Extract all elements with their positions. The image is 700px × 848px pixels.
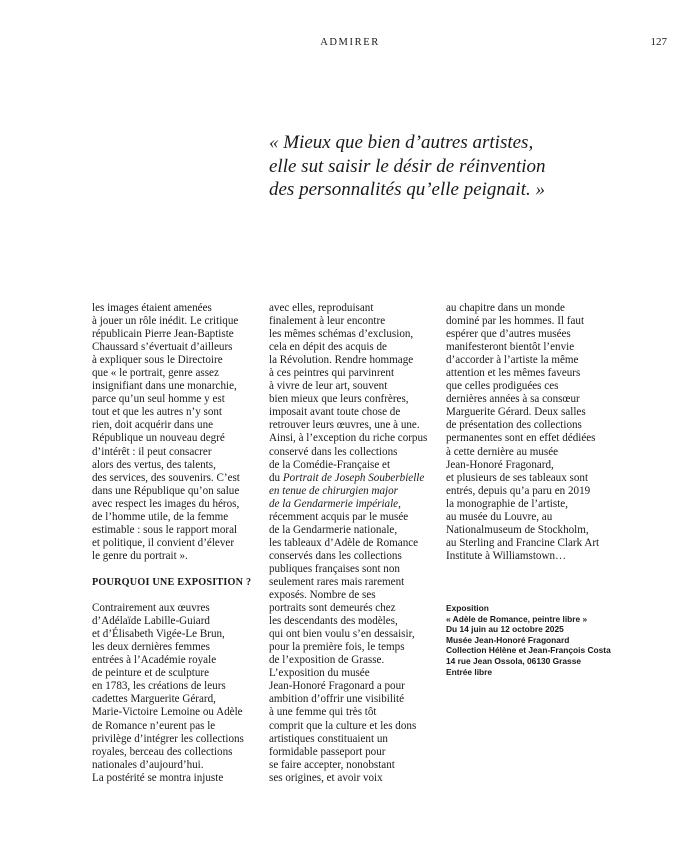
text-line: conservés dans les collections <box>269 549 402 562</box>
text-line: d’intérêt : il peut consacrer <box>92 445 212 458</box>
text-line: de peinture et de sculpture <box>92 667 210 680</box>
text-line: les tableaux d’Adèle de Romance <box>269 536 419 549</box>
text-line: Nationalmuseum de Stockholm, <box>446 523 589 536</box>
text-line: attention et les mêmes faveurs <box>446 367 581 380</box>
text-line: que « le portrait, genre assez <box>92 367 219 380</box>
text-line: rien, doit acquérir dans une <box>92 419 214 432</box>
text-line: République un nouveau degré <box>92 432 225 445</box>
text-line: de la Gendarmerie nationale, <box>269 523 398 536</box>
text-line: espérer que d’autres musées <box>446 328 571 341</box>
text-line: avec elles, reproduisant <box>269 302 374 314</box>
col2-line-prefix: du <box>269 471 281 484</box>
text-line: se faire accepter, nonobstant <box>269 758 395 771</box>
text-line: les descendants des modèles, <box>269 615 398 628</box>
text-line: insignifiant dans une monarchie, <box>92 380 237 393</box>
text-line: dominé par les hommes. Il faut <box>446 315 585 328</box>
text-line: artistiques constituaient un <box>269 732 388 745</box>
text-line: de la Comédie-Française et <box>269 458 391 471</box>
text-line: qui ont bien voulu s’en dessaisir, <box>269 628 415 641</box>
text-line: conservé dans les collections <box>269 445 398 458</box>
text-line: de l’homme utile, de la femme <box>92 510 229 523</box>
exhibition-info-lines <box>446 603 686 677</box>
col1-paragraph-1 <box>92 302 262 563</box>
text-line: de la Gendarmerie impériale, <box>269 497 401 510</box>
text-line: au chapitre dans un monde <box>446 302 565 314</box>
text-line: manifesteront bientôt l’envie <box>446 341 575 354</box>
text-line: les images étaient amenées <box>92 302 212 314</box>
text-line: dernières années à sa consœur <box>446 393 580 406</box>
text-line: que celles prodiguées ces <box>446 380 559 393</box>
text-line: au Sterling and Francine Clark Art <box>446 536 600 549</box>
text-line: Du 14 juin au 12 octobre 2025 <box>446 624 564 635</box>
text-line: d’accorder à l’artiste la même <box>446 354 579 367</box>
col3-paragraph <box>446 302 616 563</box>
text-line: le genre du portrait ». <box>92 549 188 562</box>
text-line: estimable : sous le rapport moral <box>92 523 238 536</box>
text-line: les mêmes schémas d’exclusion, <box>269 328 414 341</box>
text-line: à une femme qui très tôt <box>269 706 377 719</box>
text-line: à jouer un rôle inédit. Le critique <box>92 315 239 328</box>
text-line: avec respect les images du héros, <box>92 497 240 510</box>
text-line: Chaussard s’évertuait d’ailleurs <box>92 341 233 354</box>
text-line: pour la première fois, le temps <box>269 641 405 654</box>
text-line: Musée Jean-Honoré Fragonard <box>446 634 570 645</box>
text-line: Jean-Honoré Fragonard a pour <box>269 680 405 693</box>
text-line: 14 rue Jean Ossola, 06130 Grasse <box>446 655 582 666</box>
text-line: Contrairement aux œuvres <box>92 602 210 615</box>
text-line: privilège d’intégrer les collections <box>92 732 244 745</box>
col2-paragraph-1 <box>269 302 439 472</box>
text-line: cela en dépit des acquis de <box>269 341 387 354</box>
text-line: des services, des souvenirs. C’est <box>92 471 240 484</box>
text-line: portraits sont demeurés chez <box>269 602 396 615</box>
text-line: Entrée libre <box>446 666 493 677</box>
text-line: publiques françaises sont non <box>269 562 400 575</box>
text-line: L’exposition du musée <box>269 667 370 680</box>
col2-artwork-title-cont <box>269 485 439 511</box>
text-line: Ainsi, à l’exception du riche corpus <box>269 432 428 445</box>
text-line: formidable passeport pour <box>269 745 386 758</box>
text-line: entrées à l’Académie royale <box>92 654 217 667</box>
text-line: et plusieurs de ses tableaux sont <box>446 471 589 484</box>
text-line: à ces peintres qui parvinrent <box>269 367 395 380</box>
col2-paragraph-2 <box>269 511 439 785</box>
text-line: dans une République qu’on salue <box>92 484 240 497</box>
text-line: Institute à Williamstown… <box>446 549 567 562</box>
text-column-1 <box>92 302 262 785</box>
text-line: finalement à leur encontre <box>269 315 386 328</box>
text-column-3 <box>446 302 616 563</box>
text-line: Jean-Honoré Fragonard, <box>446 458 554 471</box>
text-line: à cette dernière au musée <box>446 445 559 458</box>
text-line: royales, berceau des collections <box>92 745 233 758</box>
col2-title-line <box>269 472 439 485</box>
text-line: exposés. Nombre de ses <box>269 589 376 602</box>
text-line: seulement rares mais rarement <box>269 575 405 588</box>
running-header: ADMIRER <box>320 37 380 48</box>
text-line: la monographie de l’artiste, <box>446 497 568 510</box>
text-line: en tenue de chirurgien major <box>269 484 398 497</box>
text-column-2 <box>269 302 439 785</box>
text-line: alors des vertus, des talents, <box>92 458 216 471</box>
text-line: à vivre de leur art, souvent <box>269 380 388 393</box>
text-line: « Adèle de Romance, peintre libre » <box>446 613 588 624</box>
text-line: de l’exposition de Grasse. <box>269 654 385 667</box>
text-line: ambition d’offrir une visibilité <box>269 693 405 706</box>
text-line: comprit que la culture et les dons <box>269 719 417 732</box>
text-line: imposait avant toute chose de <box>269 406 401 419</box>
text-line: entrés, depuis qu’a paru en 2019 <box>446 484 591 497</box>
text-line: parce qu’un seul homme y est <box>92 393 225 406</box>
text-line: bien mieux que leurs confrères, <box>269 393 409 406</box>
text-line: la Révolution. Rendre hommage <box>269 354 414 367</box>
pull-quote-line: elle sut saisir le désir de réinvention <box>269 155 546 177</box>
text-line: La postérité se montra injuste <box>92 771 224 784</box>
text-line: retrouver leurs œuvres, une à une. <box>269 419 420 432</box>
text-line: en 1783, les créations de leurs <box>92 680 226 693</box>
text-line: tout et que les autres n’y sont <box>92 406 223 419</box>
section-subheading: POURQUOI UNE EXPOSITION ? <box>92 576 252 588</box>
artwork-title: Portrait de Joseph Souberbielle <box>282 471 425 484</box>
text-line: les deux dernières femmes <box>92 641 210 654</box>
text-line: Exposition <box>446 603 489 613</box>
text-line: et politique, il convient d’élever <box>92 536 235 549</box>
col1-paragraph-2 <box>92 602 262 785</box>
text-line: de Romance n’eurent pas le <box>92 719 216 732</box>
page-number: 127 <box>650 36 667 48</box>
text-line: et d’Élisabeth Vigée-Le Brun, <box>92 628 225 641</box>
text-line: de présentation des collections <box>446 419 582 432</box>
text-line: au musée du Louvre, au <box>446 510 553 523</box>
text-line: Marie-Victoire Lemoine ou Adèle <box>92 706 243 719</box>
exhibition-info <box>446 603 686 677</box>
text-line: cadettes Marguerite Gérard, <box>92 693 216 706</box>
pull-quote-line: « Mieux que bien d’autres artistes, <box>269 132 534 153</box>
text-line: permanentes sont en effet dédiées <box>446 432 596 445</box>
text-line: ses origines, et avoir voix <box>269 771 383 784</box>
text-line: républicain Pierre Jean-Baptiste <box>92 328 234 341</box>
text-line: nationales d’aujourd’hui. <box>92 758 204 771</box>
text-line: d’Adélaïde Labille-Guiard <box>92 615 210 628</box>
text-line: récemment acquis par le musée <box>269 510 409 523</box>
text-line: Marguerite Gérard. Deux salles <box>446 406 586 419</box>
pull-quote-line: des personnalités qu’elle peignait. » <box>269 179 545 200</box>
text-line: Collection Hélène et Jean-François Costa <box>446 645 611 656</box>
text-line: à expliquer sous le Directoire <box>92 354 223 367</box>
pull-quote <box>269 131 669 202</box>
